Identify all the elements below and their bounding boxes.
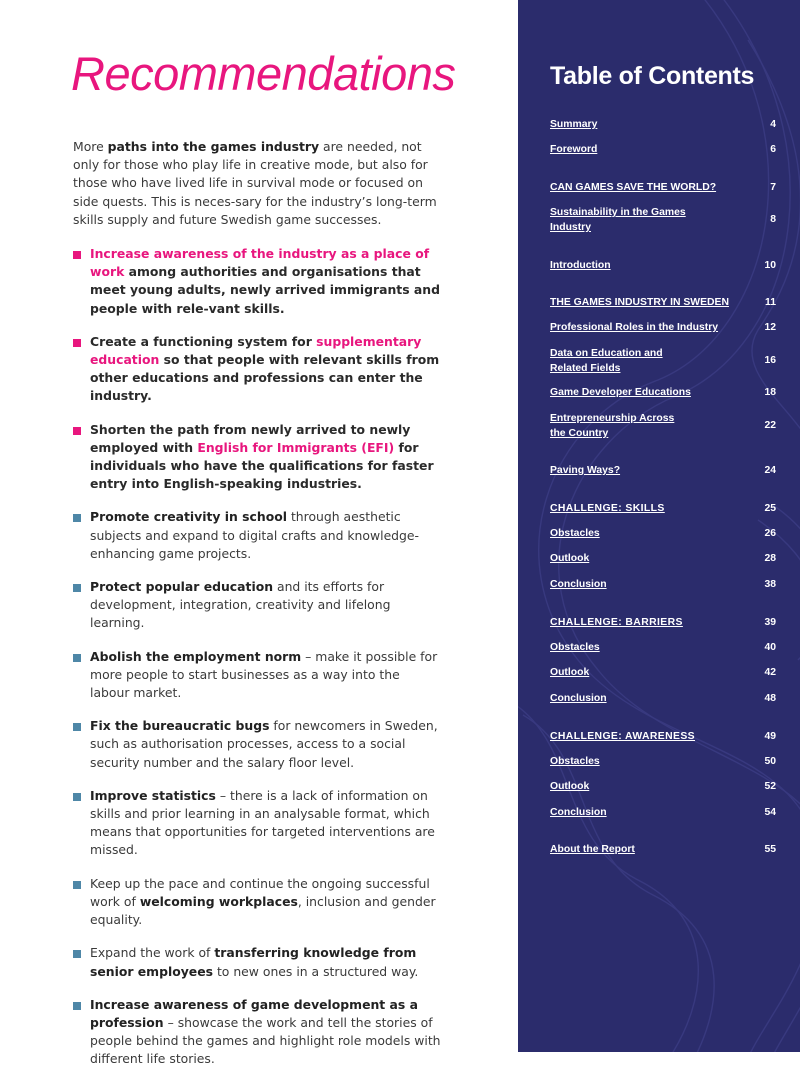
toc-entry[interactable] [550, 320, 776, 335]
toc-entry-title[interactable]: THE GAMES INDUSTRY IN SWEDEN [550, 297, 729, 308]
recommendation-emphasis: Improve statistics [90, 787, 216, 803]
toc-entry-page: 38 [764, 579, 776, 590]
square-bullet-icon [73, 654, 81, 662]
toc-entry-page: 22 [764, 420, 776, 431]
square-bullet-icon [73, 251, 81, 259]
toc-entry-title[interactable]: Conclusion [550, 693, 607, 704]
toc-entry-title[interactable]: About the Report [550, 844, 635, 855]
recommendation-item [73, 421, 443, 494]
toc-entry-page: 7 [770, 182, 776, 193]
toc-entry[interactable] [550, 729, 776, 744]
recommendation-item [73, 944, 443, 980]
toc-entry[interactable] [550, 640, 776, 655]
intro-text-1: More [73, 139, 108, 154]
toc-entry-page: 48 [764, 693, 776, 704]
square-bullet-icon [73, 950, 81, 958]
recommendation-text-pre: Shorten the path from newly arrived to newly employed with [90, 421, 411, 455]
toc-entry-title[interactable]: Sustainability in the Games Industry [550, 207, 686, 233]
toc-entry-page: 8 [770, 214, 776, 225]
intro-paragraph [73, 138, 445, 229]
recommendation-emphasis: Protect popular education [90, 579, 274, 595]
recommendation-text-pre: Expand the work of [90, 945, 215, 961]
recommendation-item [73, 717, 443, 772]
toc-entry[interactable] [550, 205, 776, 235]
toc-entry-page: 6 [770, 144, 776, 155]
toc-entry-page: 28 [764, 553, 776, 564]
toc-entry-page: 49 [764, 731, 776, 742]
toc-entry-page: 39 [764, 617, 776, 628]
toc-entry-page: 18 [764, 387, 776, 398]
recommendation-text: through aesthetic subjects and expand to digital crafts and knowledge-enhancing game projects. [90, 509, 420, 561]
toc-entry[interactable] [550, 501, 776, 516]
recommendation-text-pre: Create a functioning system for [90, 333, 317, 349]
toc-entry[interactable] [550, 526, 776, 541]
toc-entry-title[interactable]: Outlook [550, 781, 590, 792]
toc-entry[interactable] [550, 577, 776, 592]
recommendation-emphasis: welcoming workplaces [139, 893, 298, 909]
recommendation-text: so that people with relevant skills from other educations and professions can enter the industry. [90, 352, 440, 404]
recommendation-text: – make it possible for more people to start businesses as a way into the labour market. [90, 648, 438, 701]
toc-entry-title[interactable]: Professional Roles in the Industry [550, 322, 719, 333]
toc-entry[interactable] [550, 180, 776, 195]
recommendation-emphasis: Abolish the employment norm [90, 648, 302, 664]
recommendation-text: – there is a lack of information on skills and prior learning in an analysable format, which means that opportunities for targeted interventions are missed. [90, 787, 435, 858]
toc-entry[interactable] [550, 295, 776, 310]
recommendation-text: to new ones in a structured way. [213, 963, 419, 979]
toc-entry-title[interactable]: Foreword [550, 144, 598, 155]
recommendation-text: for individuals who have the qualifications for faster entry into English-speaking industries. [90, 439, 434, 492]
toc-entry-page: 26 [764, 528, 776, 539]
recommendations-list [73, 245, 443, 1069]
intro-text-2: are needed, not only for those who play life in creative mode, but also for those who have lived life in survival mode or focused on side quests. This is neces-sary for the industry’s long-term skills supply and future Swedish game successes. [73, 139, 437, 227]
toc-entry-title[interactable]: Summary [550, 119, 598, 130]
toc-entry-title[interactable]: CHALLENGE: SKILLS [550, 503, 665, 514]
toc-entry-title[interactable]: CAN GAMES SAVE THE WORLD? [550, 182, 717, 193]
toc-entry[interactable] [550, 805, 776, 820]
recommendation-text-pre: Keep up the pace and continue the ongoing successful work of [90, 875, 430, 909]
recommendation-item [73, 508, 443, 563]
square-bullet-icon [73, 584, 81, 592]
toc-entry-title[interactable]: Outlook [550, 667, 590, 678]
recommendation-item [73, 245, 443, 318]
square-bullet-icon [73, 881, 81, 889]
toc-entry[interactable] [550, 463, 776, 478]
square-bullet-icon [73, 339, 81, 347]
toc-entry-page: 42 [764, 667, 776, 678]
toc-entry-title[interactable]: Conclusion [550, 579, 607, 590]
recommendation-text: – showcase the work and tell the stories of people behind the games and highlight role models with different life stories. [90, 1014, 441, 1067]
toc-entry-title[interactable]: Obstacles [550, 528, 600, 539]
toc-entry-title[interactable]: CHALLENGE: BARRIERS [550, 617, 683, 628]
recommendation-emphasis: transferring knowledge from senior employees [90, 945, 417, 979]
recommendation-emphasis: Fix the bureaucratic bugs [90, 718, 270, 734]
toc-entry-page: 11 [765, 297, 776, 308]
recommendation-highlight: English for Immigrants (EFI) [197, 439, 395, 455]
toc-entry-title[interactable]: Obstacles [550, 642, 600, 653]
square-bullet-icon [73, 1002, 81, 1010]
toc-entry[interactable] [550, 117, 776, 132]
toc-entry-page: 12 [764, 322, 776, 333]
toc-entry-page: 40 [764, 642, 776, 653]
toc-entry[interactable] [550, 779, 776, 794]
recommendation-item [73, 875, 443, 930]
recommendation-emphasis: Promote creativity in school [90, 509, 287, 525]
table-of-contents-panel [518, 0, 800, 1052]
recommendation-text: , inclusion and gender equality. [90, 893, 436, 928]
recommendation-item [73, 996, 443, 1069]
toc-entry[interactable] [550, 258, 776, 273]
toc-entry-title[interactable]: Introduction [550, 260, 611, 271]
recommendation-text: and its efforts for development, integration, creativity and lifelong learning. [90, 579, 391, 631]
toc-entry-page: 25 [764, 503, 776, 514]
square-bullet-icon [73, 793, 81, 801]
toc-entry-page: 4 [770, 119, 776, 130]
toc-entry-title[interactable]: Conclusion [550, 807, 607, 818]
recommendation-item [73, 787, 443, 860]
recommendation-item [73, 578, 443, 633]
toc-entry-title[interactable]: Entrepreneurship Across the Country [550, 413, 675, 439]
toc-entry[interactable] [550, 411, 776, 441]
square-bullet-icon [73, 514, 81, 522]
toc-entry-page: 52 [764, 781, 776, 792]
recommendation-highlight: Increase awareness of the industry as a place of work [90, 246, 430, 280]
toc-entry-title[interactable]: Obstacles [550, 756, 600, 767]
recommendation-text: among authorities and organisations that meet young adults, newly arrived immigrants and people with rele-vant skills. [90, 264, 440, 316]
toc-entry[interactable] [550, 385, 776, 400]
toc-entry-title[interactable]: Data on Education and Related Fields [550, 348, 663, 374]
toc-entry[interactable] [550, 346, 776, 376]
recommendation-item [73, 333, 443, 406]
toc-entry-page: 10 [764, 260, 776, 271]
toc-entry[interactable] [550, 842, 776, 857]
toc-entry-page: 50 [764, 756, 776, 767]
toc-entry[interactable] [550, 691, 776, 706]
toc-entry[interactable] [550, 615, 776, 630]
toc-entry[interactable] [550, 551, 776, 566]
toc-entry[interactable] [550, 754, 776, 769]
toc-entry-page: 54 [764, 807, 776, 818]
recommendation-highlight: supplementary education [90, 333, 422, 368]
recommendation-emphasis: Increase awareness of game development as a profession [90, 996, 418, 1030]
recommendation-text: for newcomers in Sweden, such as authorisation processes, access to a social security number and the salary floor level. [90, 718, 438, 770]
toc-entry-page: 16 [764, 355, 776, 366]
square-bullet-icon [73, 723, 81, 731]
toc-entry[interactable] [550, 665, 776, 680]
square-bullet-icon [73, 427, 81, 435]
toc-entry-title[interactable]: Paving Ways? [550, 465, 621, 476]
toc-entry[interactable] [550, 142, 776, 157]
toc-entry-title[interactable]: CHALLENGE: AWARENESS [550, 731, 696, 742]
toc-entry-title[interactable]: Outlook [550, 553, 590, 564]
toc-title: Table of Contents [550, 62, 755, 90]
intro-bold: paths into the games industry [107, 139, 320, 154]
toc-entry-page: 24 [764, 465, 776, 476]
page-title: Recommendations [71, 47, 456, 100]
toc-entry-title[interactable]: Game Developer Educations [550, 387, 691, 398]
toc-entry-page: 55 [764, 844, 776, 855]
recommendation-item [73, 648, 443, 703]
